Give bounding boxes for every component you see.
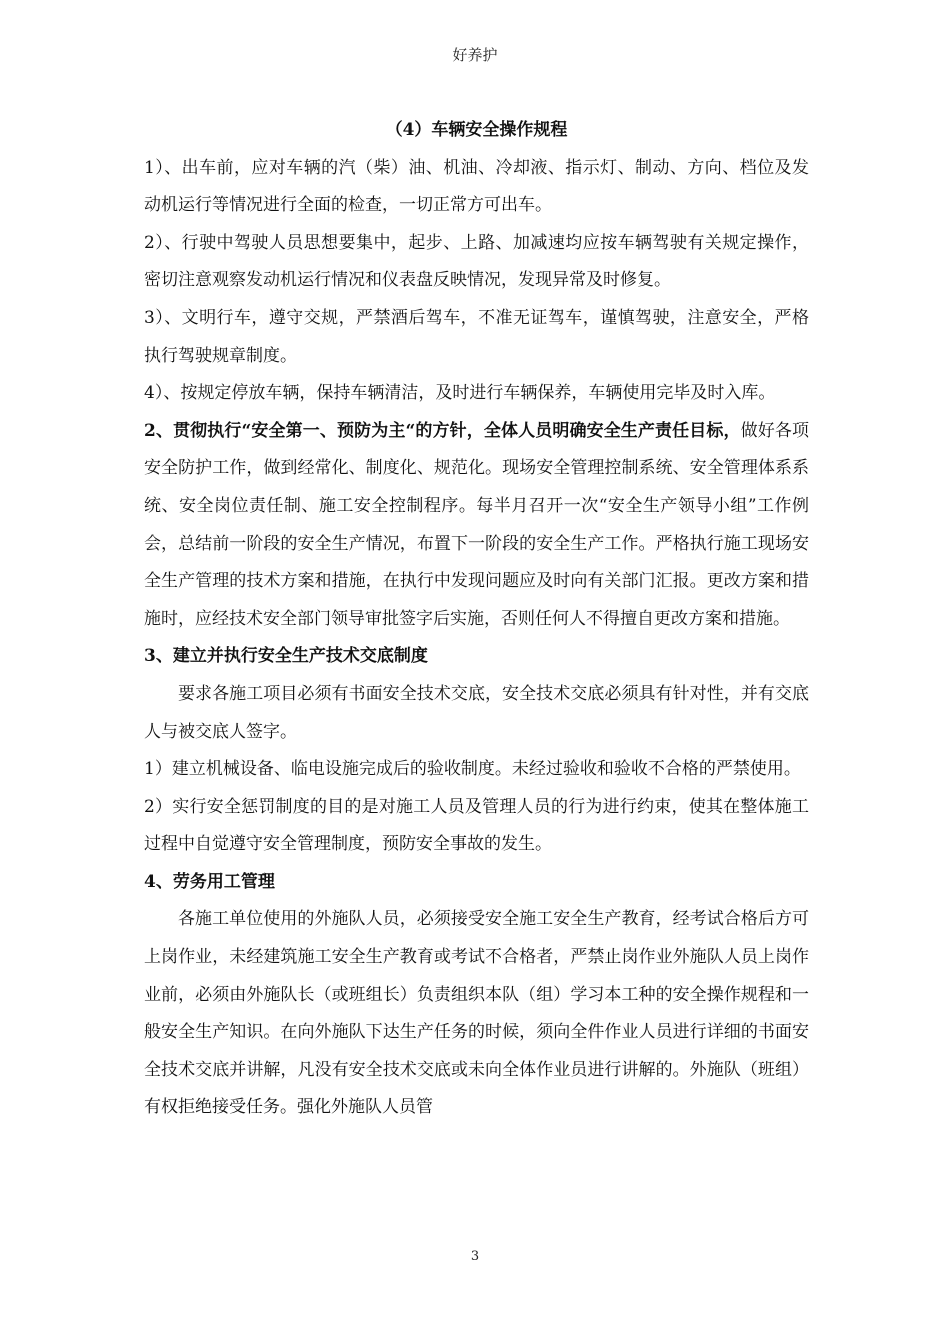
- section-2: [144, 413, 809, 639]
- section-2-lead: 2、贯彻执行“安全第一、预防为主“的方针，全体人员明确安全生产责任目标，: [144, 420, 741, 441]
- paragraph-1: 1）、出车前，应对车辆的汽（柴）油、机油、冷却液、指示灯、制动、方向、档位及发动机运行等情况进行全面的检查，一切正常方可出车。: [144, 157, 809, 216]
- section-3-item-1: 1）建立机械设备、临电设施完成后的验收制度。未经过验收和验收不合格的严禁使用。: [144, 759, 801, 780]
- document-body: [144, 112, 809, 1127]
- page-header: 好养护: [452, 46, 498, 64]
- section-title: （4）车辆安全操作规程: [385, 120, 568, 140]
- section-4-heading: 4、劳务用工管理: [144, 871, 275, 892]
- section-3-item-2: 2）实行安全惩罚制度的目的是对施工人员及管理人员的行为进行约束，使其在整体施工过程中自觉遵守安全管理制度，预防安全事故的发生。: [144, 796, 809, 855]
- section-3-intro: 要求各施工项目必须有书面安全技术交底，安全技术交底必须具有针对性，并有交底人与被交底人签字。: [144, 683, 809, 742]
- paragraph-3: 3）、文明行车，遵守交规，严禁酒后驾车，不准无证驾车，谨慎驾驶，注意安全，严格执行驾驶规章制度。: [144, 307, 809, 366]
- section-4-body: 各施工单位使用的外施队人员，必须接受安全施工安全生产教育，经考试合格后方可上岗作业，未经建筑施工安全生产教育或考试不合格者，严禁止岗作业外施队人员上岗作业前，必须由外施队长（或班组长）负责组织本队（组）学习本工种的安全操作规程和一般安全生产知识。在向外施队下达生产任务的时候，须向全件作业人员进行详细的书面安全技术交底并讲解，凡没有安全技术交底或未向全体作业员进行讲解的。外施队（班组）有权拒绝接受任务。强化外施队人员管: [144, 909, 809, 1118]
- section-2-body: 做好各项安全防护工作，做到经常化、制度化、规范化。现场安全管理控制系统、安全管理体系系统、安全岗位责任制、施工安全控制程序。每半月召开一次“安全生产领导小组”工作例会，总结前一阶段的安全生产情况，布置下一阶段的安全生产工作。严格执行施工现场安全生产管理的技术方案和措施，在执行中发现问题应及时向有关部门汇报。更改方案和措施时，应经技术安全部门领导审批签字后实施，否则任何人不得擅自更改方案和措施。: [144, 420, 809, 629]
- paragraph-4: 4）、按规定停放车辆，保持车辆清洁，及时进行车辆保养，车辆使用完毕及时入库。: [144, 383, 776, 404]
- page-number: 3: [470, 1249, 480, 1264]
- paragraph-2: 2）、行驶中驾驶人员思想要集中，起步、上路、加减速均应按车辆驾驶有关规定操作，密切注意观察发动机运行情况和仪表盘反映情况，发现异常及时修复。: [144, 232, 809, 291]
- section-3-heading: 3、建立并执行安全生产技术交底制度: [144, 646, 428, 667]
